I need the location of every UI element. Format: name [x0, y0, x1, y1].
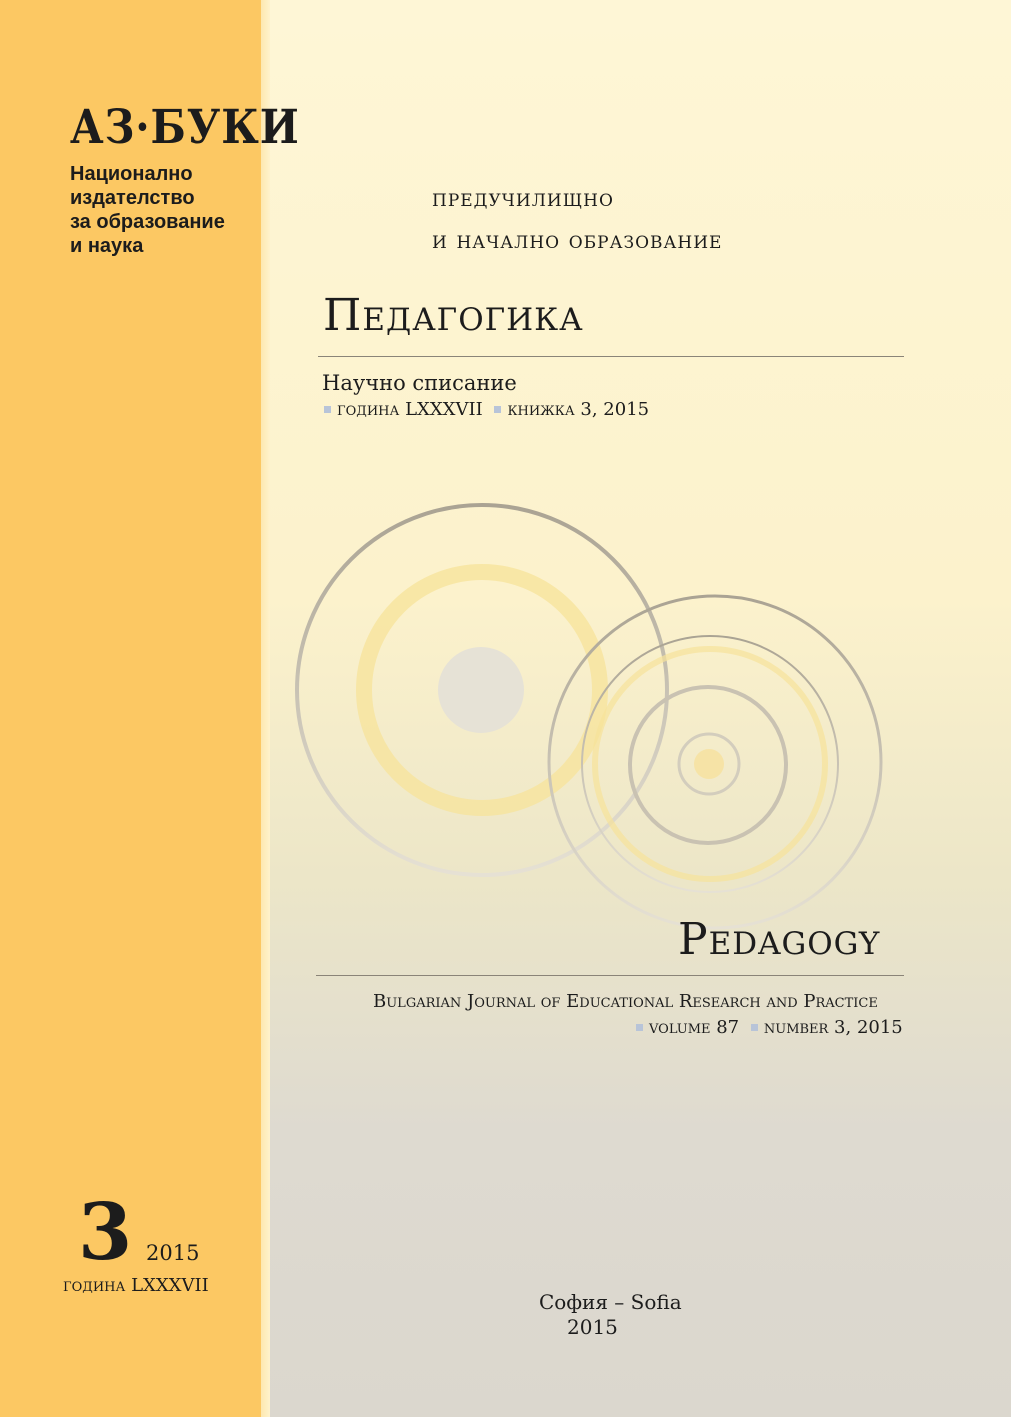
publisher-name-line: Национално — [70, 163, 193, 185]
journal-title-en: Pedagogy — [678, 914, 881, 965]
bullet-square-icon — [494, 406, 501, 413]
issue-meta-en — [636, 1017, 903, 1039]
bullet-square-icon — [324, 406, 331, 413]
journal-title-bg: Педагогика — [323, 290, 584, 341]
center-dot-right — [694, 749, 724, 779]
divider-bottom — [316, 975, 904, 976]
journal-type-bg: Научно списание — [322, 371, 517, 395]
issue-meta-bg — [324, 399, 649, 421]
publisher-logo: АЗ·БУКИ — [70, 100, 300, 155]
center-dot-left — [438, 647, 524, 733]
spine-issue-number: 3 — [78, 1187, 133, 1278]
year-bg: година LXXXVII — [337, 399, 483, 420]
bullet-square-icon — [636, 1024, 643, 1031]
number-en: number 3, 2015 — [763, 1017, 903, 1038]
publication-city: София – Sofia — [539, 1290, 682, 1314]
publisher-name-line: и наука — [70, 235, 144, 257]
journal-subtitle-en: Bulgarian Journal of Educational Research and Practice — [373, 991, 878, 1012]
divider-top — [318, 356, 904, 357]
issue-bg: книжка 3, 2015 — [507, 399, 650, 420]
bullet-square-icon — [751, 1024, 758, 1031]
journal-subtitle-bg-line-1: предучилищно — [432, 184, 614, 212]
publisher-name — [70, 162, 250, 258]
spine-volume: година LXXXVII — [63, 1275, 209, 1296]
journal-subtitle-bg-line-2: и начално образование — [432, 226, 723, 254]
spine-issue-year: 2015 — [146, 1241, 200, 1265]
publisher-name-line: издателство — [70, 187, 195, 209]
volume-en: volume 87 — [649, 1017, 740, 1038]
publisher-name-line: за образование — [70, 211, 225, 233]
publication-year: 2015 — [567, 1315, 618, 1339]
